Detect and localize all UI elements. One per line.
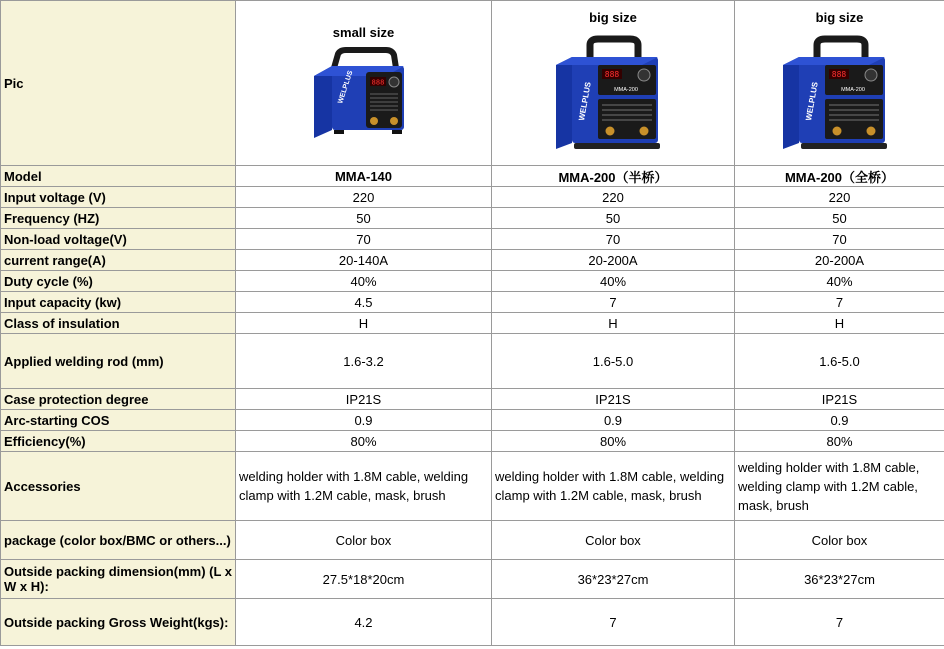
label-weight: Outside packing Gross Weight(kgs):	[1, 599, 236, 646]
input-capacity-value: 7	[735, 292, 944, 313]
brand-logo-text: WELPLUS	[803, 80, 820, 121]
frequency-value: 50	[236, 208, 492, 229]
row-dimension	[1, 560, 944, 599]
duty-cycle-value: 40%	[236, 271, 492, 292]
rod-value: 1.6-5.0	[492, 334, 735, 389]
label-model: Model	[1, 166, 236, 187]
row-insulation	[1, 313, 944, 334]
duty-cycle-value: 40%	[492, 271, 735, 292]
efficiency-value: 80%	[735, 431, 944, 452]
label-duty-cycle: Duty cycle (%)	[1, 271, 236, 292]
display-digits: 888	[831, 69, 846, 79]
arc-cos-value: 0.9	[492, 410, 735, 431]
label-pic: Pic	[1, 1, 236, 166]
arc-cos-value: 0.9	[236, 410, 492, 431]
rod-value: 1.6-3.2	[236, 334, 492, 389]
row-duty-cycle	[1, 271, 944, 292]
row-non-load-voltage	[1, 229, 944, 250]
insulation-value: H	[492, 313, 735, 334]
welder-big-image	[775, 31, 905, 159]
input-capacity-value: 4.5	[236, 292, 492, 313]
insulation-value: H	[236, 313, 492, 334]
label-package: package (color box/BMC or others...)	[1, 521, 236, 560]
dimension-value: 36*23*27cm	[492, 560, 735, 599]
panel-model-text: MMA-200	[614, 86, 638, 93]
brand-logo-text: WELPLUS	[336, 69, 354, 105]
efficiency-value: 80%	[236, 431, 492, 452]
label-arc-cos: Arc-starting COS	[1, 410, 236, 431]
size-title: big size	[589, 9, 637, 25]
non-load-voltage-value: 70	[236, 229, 492, 250]
package-value: Color box	[236, 521, 492, 560]
brand-logo-text: WELPLUS	[577, 80, 593, 121]
accessories-value: welding holder with 1.8M cable, welding clamp with 1.2M cable, mask, brush	[236, 452, 492, 521]
row-arc-cos	[1, 410, 944, 431]
input-voltage-value: 220	[236, 187, 492, 208]
row-model	[1, 166, 944, 187]
row-pic	[1, 1, 944, 166]
input-voltage-value: 220	[735, 187, 944, 208]
row-case-protection	[1, 389, 944, 410]
package-value: Color box	[735, 521, 944, 560]
welder-small-image	[304, 46, 424, 144]
size-title: big size	[815, 9, 864, 25]
row-input-capacity	[1, 292, 944, 313]
label-input-voltage: Input voltage (V)	[1, 187, 236, 208]
panel-model-text: MMA-200	[840, 86, 865, 93]
current-range-value: 20-140A	[236, 250, 492, 271]
rod-value: 1.6-5.0	[735, 334, 944, 389]
pic-cell-1	[236, 1, 492, 166]
label-case-protection: Case protection degree	[1, 389, 236, 410]
label-current-range: current range(A)	[1, 250, 236, 271]
label-accessories: Accessories	[1, 452, 236, 521]
label-rod: Applied welding rod (mm)	[1, 334, 236, 389]
input-capacity-value: 7	[492, 292, 735, 313]
model-value: MMA-200（全桥）	[735, 166, 944, 187]
dimension-value: 27.5*18*20cm	[236, 560, 492, 599]
package-value: Color box	[492, 521, 735, 560]
label-efficiency: Efficiency(%)	[1, 431, 236, 452]
pic-cell-2	[492, 1, 735, 166]
frequency-value: 50	[492, 208, 735, 229]
label-input-capacity: Input capacity (kw)	[1, 292, 236, 313]
model-value: MMA-200（半桥）	[492, 166, 735, 187]
duty-cycle-value: 40%	[735, 271, 944, 292]
display-digits: 888	[371, 78, 384, 86]
welder-big-image	[548, 31, 678, 159]
non-load-voltage-value: 70	[492, 229, 735, 250]
case-protection-value: IP21S	[492, 389, 735, 410]
row-current-range	[1, 250, 944, 271]
row-frequency	[1, 208, 944, 229]
display-digits: 888	[604, 69, 620, 79]
label-frequency: Frequency (HZ)	[1, 208, 236, 229]
weight-value: 7	[735, 599, 944, 646]
accessories-value: welding holder with 1.8M cable, welding clamp with 1.2M cable, mask, brush	[735, 452, 944, 521]
case-protection-value: IP21S	[236, 389, 492, 410]
row-input-voltage	[1, 187, 944, 208]
arc-cos-value: 0.9	[735, 410, 944, 431]
weight-value: 7	[492, 599, 735, 646]
input-voltage-value: 220	[492, 187, 735, 208]
label-dimension: Outside packing dimension(mm) (L x W x H):	[1, 560, 236, 599]
label-insulation: Class of insulation	[1, 313, 236, 334]
row-package	[1, 521, 944, 560]
frequency-value: 50	[735, 208, 944, 229]
row-weight	[1, 599, 944, 646]
label-non-load-voltage: Non-load voltage(V)	[1, 229, 236, 250]
size-title: small size	[332, 24, 395, 40]
row-accessories	[1, 452, 944, 521]
row-rod	[1, 334, 944, 389]
non-load-voltage-value: 70	[735, 229, 944, 250]
efficiency-value: 80%	[492, 431, 735, 452]
case-protection-value: IP21S	[735, 389, 944, 410]
pic-cell-3	[735, 1, 944, 166]
insulation-value: H	[735, 313, 944, 334]
row-efficiency	[1, 431, 944, 452]
weight-value: 4.2	[236, 599, 492, 646]
model-value: MMA-140	[236, 166, 492, 187]
accessories-value: welding holder with 1.8M cable, welding clamp with 1.2M cable, mask, brush	[492, 452, 735, 521]
dimension-value: 36*23*27cm	[735, 560, 944, 599]
current-range-value: 20-200A	[735, 250, 944, 271]
current-range-value: 20-200A	[492, 250, 735, 271]
